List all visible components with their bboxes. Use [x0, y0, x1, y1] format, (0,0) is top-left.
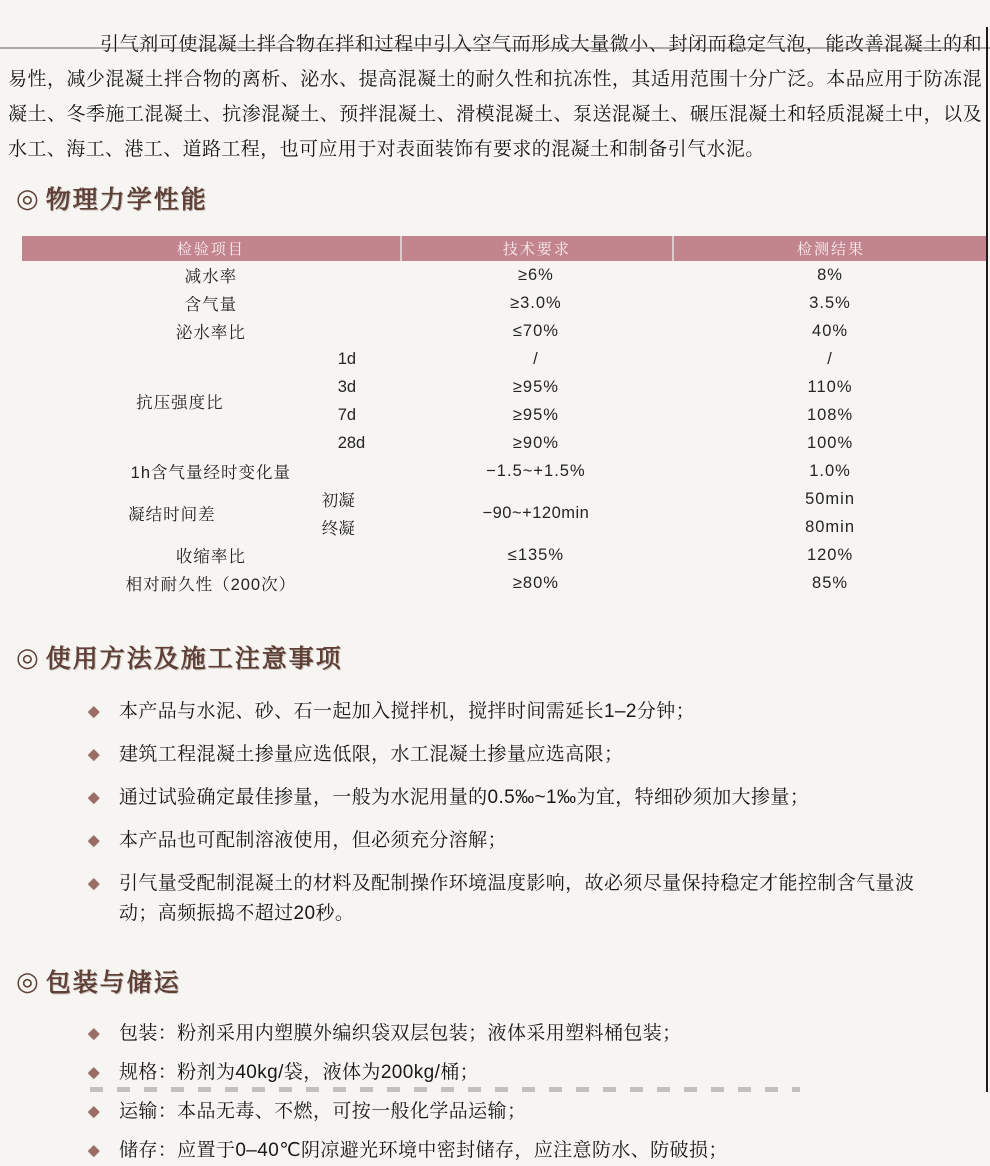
- row-item: 泌水率比: [175, 324, 246, 342]
- double-circle-icon: ◎: [16, 642, 39, 672]
- list-item: [88, 1058, 948, 1088]
- row-result: 85%: [812, 573, 849, 592]
- row-requirement-merged: −90~+120min: [482, 503, 590, 522]
- list-item-text: 通过试验确定最佳掺量，一般为水泥用量的0.5‰~1‰为宜，特细砂须加大掺量；: [118, 787, 810, 808]
- diamond-bullet-icon: ◆: [88, 1142, 100, 1159]
- row-requirement: ≥95%: [512, 405, 559, 424]
- row-requirement: ≥6%: [517, 265, 554, 284]
- section-heading-physical: [16, 180, 990, 216]
- table-header-requirement: 技术要求: [400, 236, 672, 261]
- list-item: [88, 869, 948, 929]
- table-row: [22, 289, 988, 317]
- double-circle-icon: ◎: [16, 183, 39, 213]
- usage-bullet-list: [88, 697, 990, 929]
- phase-label: 初凝: [321, 492, 355, 510]
- diamond-bullet-icon: ◆: [88, 832, 100, 849]
- table-row: [22, 541, 988, 569]
- requirement-sub-rows: [400, 345, 672, 457]
- age-label: 7d: [337, 405, 357, 424]
- row-item: 抗压强度比: [136, 394, 224, 412]
- section-title: 物理力学性能: [45, 186, 208, 214]
- row-requirement: ≥90%: [512, 433, 559, 452]
- age-label: 1d: [337, 349, 357, 368]
- row-result: 100%: [806, 433, 854, 452]
- age-sub-column: [338, 345, 400, 457]
- age-label: 28d: [337, 433, 366, 452]
- section-title: 包装与储运: [45, 969, 181, 997]
- table-row: [22, 457, 988, 485]
- list-item: [88, 783, 948, 813]
- row-requirement: ≥95%: [512, 377, 559, 396]
- row-requirement: −1.5~+1.5%: [486, 461, 586, 480]
- row-requirement: ≤135%: [507, 545, 565, 564]
- row-result: 80min: [805, 517, 856, 536]
- table-header-row: [22, 236, 988, 261]
- list-item-text: 本产品与水泥、砂、石一起加入搅拌机，搅拌时间需延长1–2分钟；: [118, 701, 696, 722]
- result-sub-rows: [672, 485, 988, 541]
- section-title: 使用方法及施工注意事项: [45, 645, 343, 673]
- list-item-text: 建筑工程混凝土掺量应选低限，水工混凝土掺量应选高限；: [118, 744, 624, 765]
- row-result: /: [827, 349, 833, 368]
- row-result: 8%: [817, 265, 843, 284]
- row-item: 含气量: [184, 296, 238, 314]
- diamond-bullet-icon: ◆: [88, 746, 100, 763]
- table-row: [22, 261, 988, 289]
- diamond-bullet-icon: ◆: [88, 1025, 100, 1042]
- row-result: 1.0%: [809, 461, 851, 480]
- list-item: [88, 697, 948, 727]
- row-item: 收缩率比: [175, 548, 246, 566]
- row-requirement: ≤70%: [512, 321, 559, 340]
- list-item-text: 储存：应置于0–40℃阴凉避光环境中密封储存，应注意防水、防破损；: [118, 1140, 728, 1161]
- diamond-bullet-icon: ◆: [88, 1064, 100, 1081]
- row-result: 120%: [806, 545, 854, 564]
- result-sub-rows: [672, 345, 988, 457]
- list-item: [88, 1136, 948, 1166]
- table-header-item: 检验项目: [176, 241, 245, 258]
- table-row-group-setting: [22, 485, 988, 541]
- row-item-merged: [22, 345, 400, 457]
- intro-paragraph: 引气剂可使混凝土拌合物在拌和过程中引入空气而形成大量微小、封闭而稳定气泡，能改善混凝土的和易性，减少混凝土拌合物的离析、泌水、提高混凝土的耐久性和抗冻性，其适用范围十分广泛。本品应用于防冻混凝土、冬季施工混凝土、抗渗混凝土、预拌混凝土、滑模混凝土、泵送混凝土、碾压混凝土和轻质混凝土中，以及水工、海工、港工、道路工程，也可应用于对表面装饰有要求的混凝土和制备引气水泥。: [8, 34, 982, 160]
- diamond-bullet-icon: ◆: [88, 789, 100, 806]
- row-result: 108%: [806, 405, 854, 424]
- list-item: [88, 1097, 948, 1127]
- packaging-bullet-list: [88, 1019, 990, 1166]
- list-item-text: 运输：本品无毒、不燃，可按一般化学品运输；: [118, 1101, 527, 1122]
- scan-artifact-top-line: [0, 47, 990, 49]
- section-heading-packaging: [16, 963, 990, 999]
- row-item: 减水率: [184, 268, 238, 286]
- row-result: 110%: [807, 377, 853, 396]
- row-result: 50min: [805, 489, 856, 508]
- phase-sub-column: [322, 485, 400, 541]
- list-item: [88, 1019, 948, 1049]
- row-requirement: ≥80%: [512, 573, 559, 592]
- row-requirement: ≥3.0%: [510, 293, 562, 312]
- table-row-group-strength: [22, 345, 988, 457]
- page-edge-line: [986, 27, 988, 1092]
- row-item-merged: [22, 485, 400, 541]
- list-item-text: 本产品也可配制溶液使用，但必须充分溶解；: [118, 830, 507, 851]
- table-row: [22, 317, 988, 345]
- row-result: 40%: [812, 321, 849, 340]
- row-item: 1h含气量经时变化量: [130, 464, 292, 482]
- section-heading-usage: [16, 639, 990, 675]
- list-item: [88, 740, 948, 770]
- row-requirement: /: [533, 349, 539, 368]
- diamond-bullet-icon: ◆: [88, 703, 100, 720]
- row-item: 相对耐久性（200次）: [125, 576, 297, 594]
- diamond-bullet-icon: ◆: [88, 875, 100, 892]
- phase-label: 终凝: [321, 520, 355, 538]
- double-circle-icon: ◎: [16, 966, 39, 996]
- table-header-result: 检测结果: [672, 236, 988, 261]
- row-result: 3.5%: [809, 293, 851, 312]
- list-item-text: 包装：粉剂采用内塑膜外编织袋双层包装；液体采用塑料桶包装；: [118, 1023, 682, 1044]
- list-item-text: 引气量受配制混凝土的材料及配制操作环境温度影响，故必须尽量保持稳定才能控制含气量波动；高频振捣不超过20秒。: [118, 873, 915, 924]
- table-row: [22, 569, 988, 597]
- diamond-bullet-icon: ◆: [88, 1103, 100, 1120]
- performance-table: [22, 236, 988, 597]
- age-label: 3d: [337, 377, 357, 396]
- cropped-text-line: [90, 1087, 800, 1092]
- list-item: [88, 826, 948, 856]
- row-item: 凝结时间差: [128, 506, 216, 524]
- list-item-text: 规格：粉剂为40kg/袋，液体为200kg/桶；: [118, 1062, 480, 1083]
